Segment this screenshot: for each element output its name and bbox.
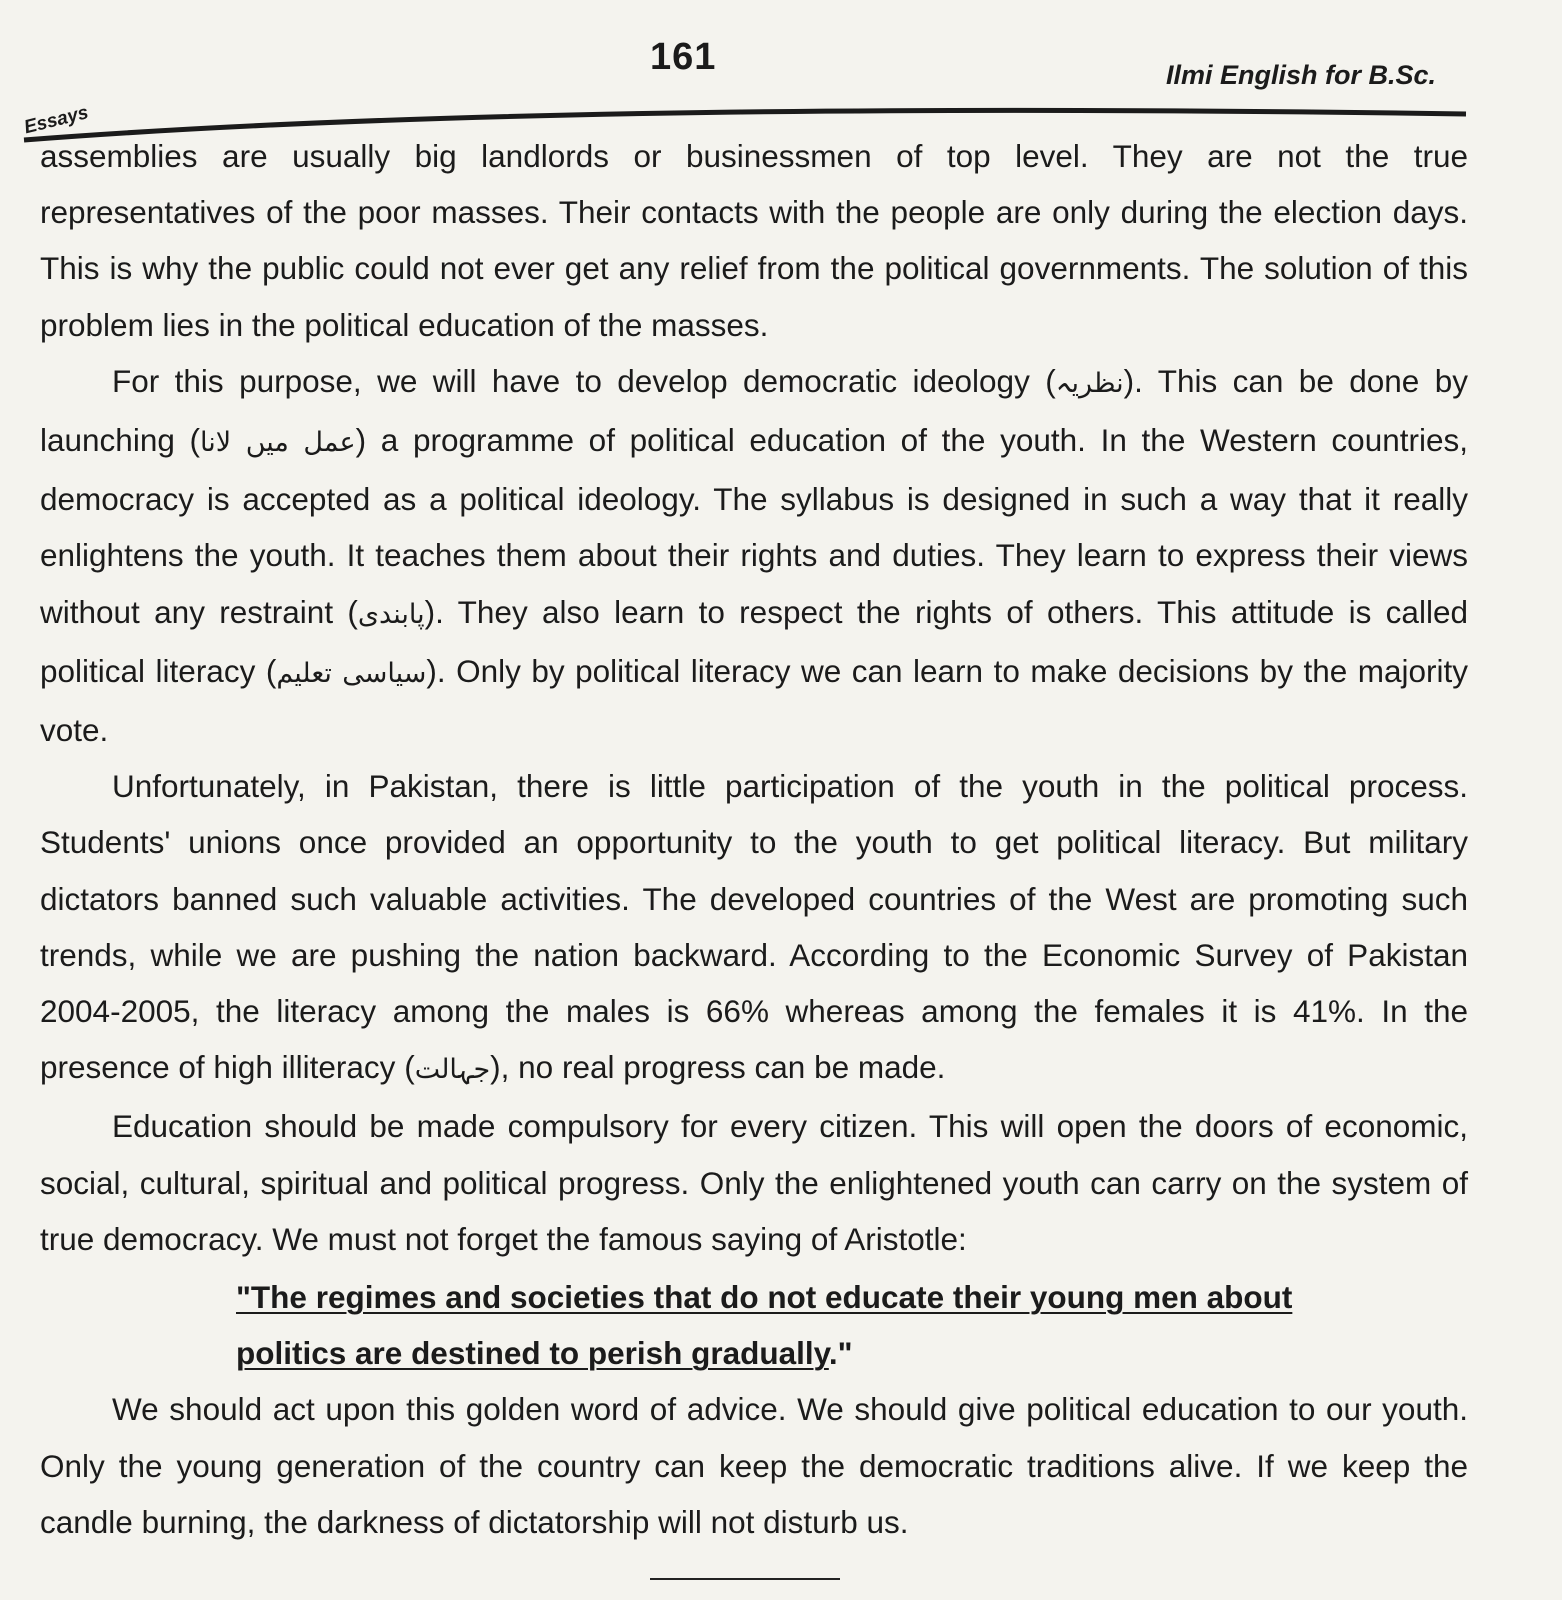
urdu-gloss-launching: عمل میں لانا [200, 427, 356, 459]
paragraph-3-text-a: Unfortunately, in Pakistan, there is little participation of the youth in the political process. Students' unions once provided an opportunity to the youth to get political literacy. But military dictators banned such valuable activities. The developed countries of the West are promoting such trends, while we are pushing the nation backward. According to the Economic Survey of Pakistan 2004-2005, the literacy among the males is 66% whereas among the females it is 41%. In the presence of high illiteracy ( [40, 768, 1468, 1086]
paragraph-2-text-a: For this purpose, we will have to develop democratic ideology ( [112, 362, 1056, 399]
essay-text [40, 128, 1468, 1550]
closing-paragraph: We should act upon this golden word of advice. We should give political education to our youth. Only the young generation of the country can keep the democratic traditions alive. If we keep the candle burning, the darkness of dictatorship will not disturb us. [40, 1391, 1468, 1540]
aristotle-quote [40, 1269, 1468, 1381]
urdu-gloss-restraint: پابندی [357, 598, 425, 630]
paragraph-4: Education should be made compulsory for every citizen. This will open the doors of economic, social, cultural, spiritual and political progress. Only the enlightened youth can carry on the system of true democracy. We must not forget the famous saying of Aristotle: [40, 1108, 1468, 1257]
paragraph-2 [40, 353, 1468, 758]
paragraph-2-text-b: ). This can be done by launching ( [40, 362, 1468, 459]
footer-rule [650, 1578, 840, 1580]
quote-text: "The regimes and societies that do not educate their young men about politics are destined to perish gradually [236, 1279, 1293, 1372]
page-number: 161 [650, 36, 717, 78]
section-tag: Essays [22, 102, 91, 139]
quote-closing: ." [828, 1335, 853, 1372]
book-title: Ilmi English for B.Sc. [1165, 60, 1436, 90]
urdu-gloss-ideology: نظریہ [1055, 367, 1124, 399]
paragraph-2-text-e: ). Only by political literacy we can learn to make decisions by the majority vote. [40, 652, 1468, 749]
paragraph-1: assemblies are usually big landlords or businessmen of top level. They are not the true representatives of the poor masses. Their contacts with the people are only during the election days. This is why the public could not ever get any relief from the political governments. The solution of this problem lies in the political education of the masses. [40, 138, 1468, 343]
paragraph-2-text-c: ) a programme of political education of the youth. In the Western countries, democracy is accepted as a political ideology. The syllabus is designed in such a way that it really enlightens the youth. It teaches them about their rights and duties. They learn to express their views without any restraint ( [40, 422, 1468, 630]
paragraph-3-text-b: ), no real progress can be made. [490, 1049, 946, 1086]
paragraph-2-text-d: ). They also learn to respect the rights of others. This attitude is called political literacy ( [40, 593, 1468, 689]
urdu-gloss-illiteracy: جہالت [414, 1054, 491, 1086]
paragraph-3 [40, 758, 1468, 1098]
urdu-gloss-literacy: سیاسی تعلیم [276, 657, 427, 689]
